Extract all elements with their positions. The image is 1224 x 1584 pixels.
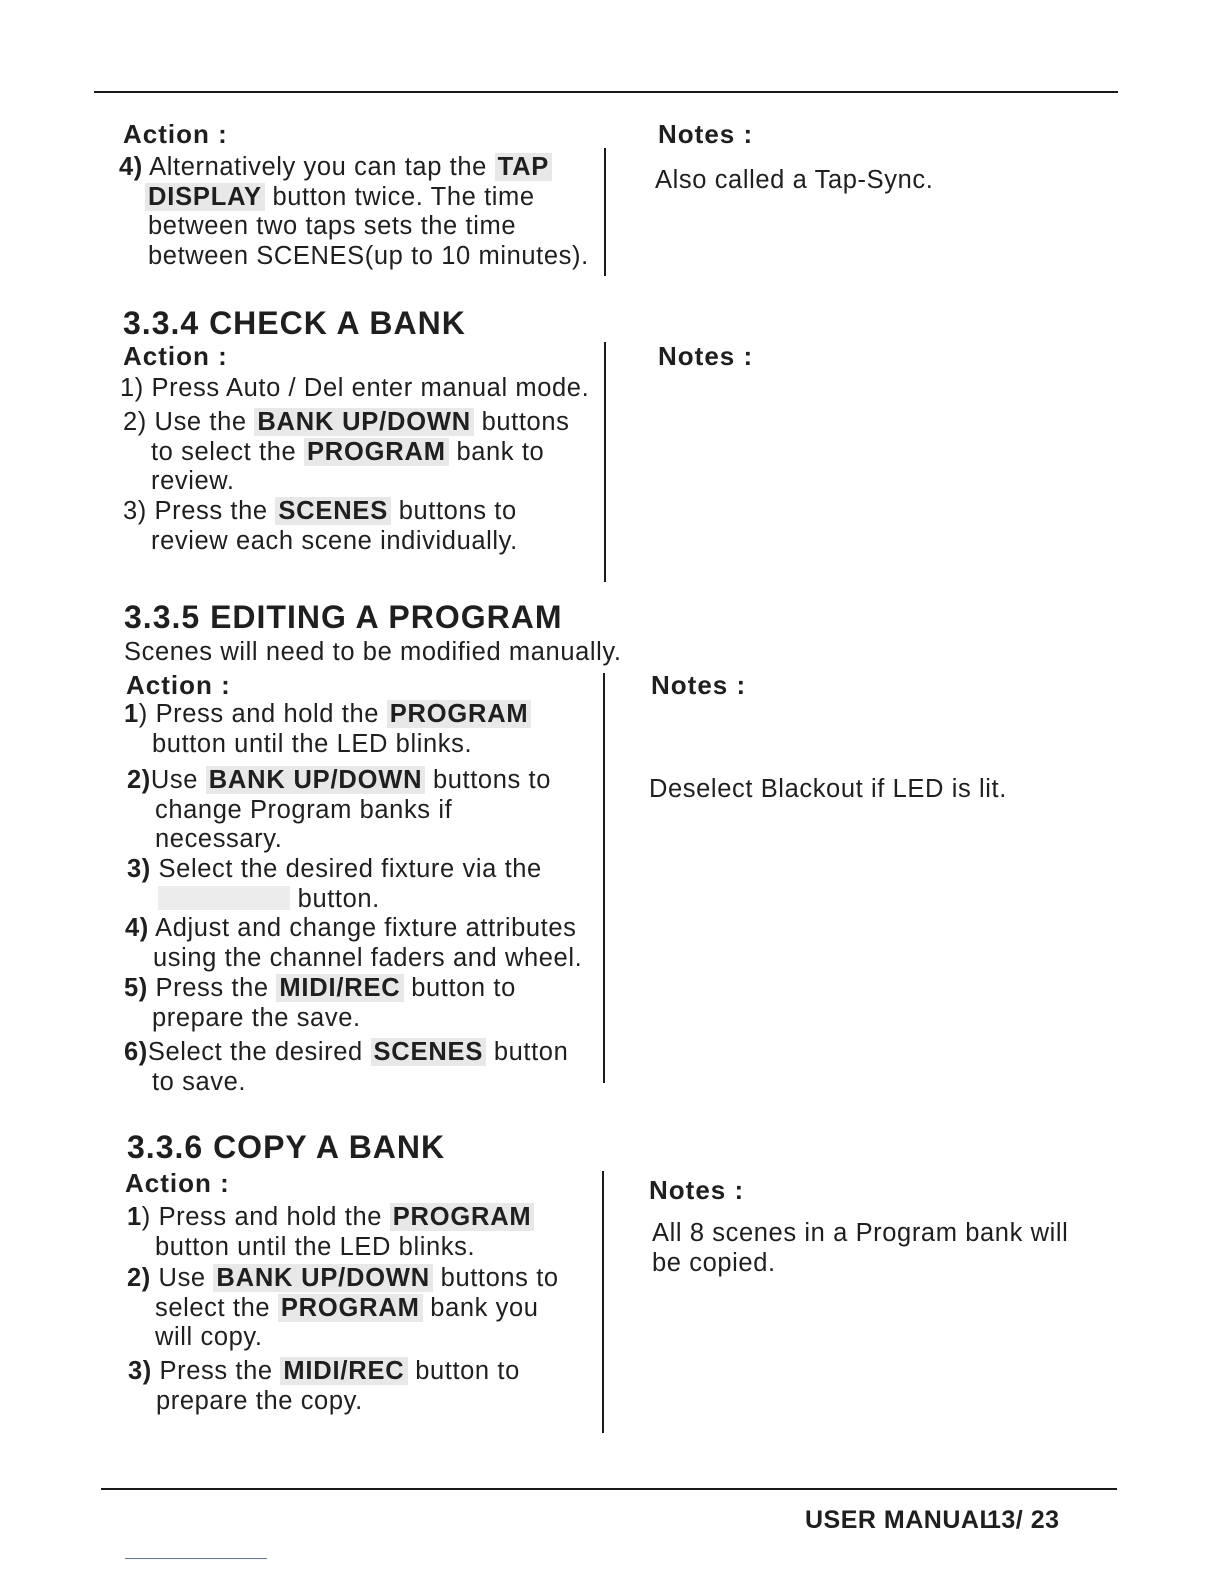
action-label: Action :: [125, 1168, 230, 1198]
note-copy-scenes: All 8 scenes in a Program bank will be copied.: [652, 1219, 1069, 1277]
header-rule: [94, 91, 1118, 93]
step-4-adjust-attributes: 4) Adjust and change fixture attributes using the channel faders and wheel.: [125, 914, 583, 972]
step-6-save-scene: 6)Select the desired SCENES button to save.: [124, 1038, 569, 1096]
step-1-hold-program: 1) Press and hold the PROGRAM button until the LED blinks.: [127, 1203, 534, 1262]
action-label: Action :: [123, 341, 228, 371]
step-5-midi-rec: 5) Press the MIDI/REC button to prepare the save.: [124, 974, 516, 1032]
step-3-review-scenes: 3) Press the SCENES buttons to review each scene individually.: [123, 497, 518, 555]
action-label: Action :: [126, 670, 231, 700]
step-2-select-bank: 2) Use BANK UP/DOWN buttons to select the PROGRAM bank you will copy.: [127, 1264, 559, 1351]
section-heading-3-3-4: 3.3.4 CHECK A BANK: [123, 305, 466, 341]
blank-key-placeholder: [158, 886, 290, 910]
section-heading-3-3-6: 3.3.6 COPY A BANK: [127, 1129, 446, 1165]
tap-key: TAP: [495, 153, 553, 181]
section-heading-3-3-5: 3.3.5 EDITING A PROGRAM: [124, 599, 563, 635]
note-blackout: Deselect Blackout if LED is lit.: [649, 775, 1007, 803]
step-1-hold-program: 1) Press and hold the PROGRAM button until the LED blinks.: [124, 700, 531, 759]
page-number: 13/ 23: [987, 1506, 1060, 1534]
display-key: DISPLAY: [145, 183, 265, 211]
step-1-manual-mode: 1) Press Auto / Del enter manual mode.: [120, 374, 590, 402]
column-divider: [602, 1171, 604, 1433]
note-tap-sync: Also called a Tap-Sync.: [655, 166, 934, 194]
footer-rule: [101, 1488, 1117, 1490]
column-divider: [604, 342, 606, 582]
column-divider: [604, 148, 606, 276]
step-2-bank-select: 2) Use the BANK UP/DOWN buttons to select the PROGRAM bank to review.: [123, 408, 570, 495]
notes-label: Notes :: [658, 341, 754, 371]
notes-label: Notes :: [651, 670, 747, 700]
notes-label: Notes :: [649, 1175, 745, 1205]
column-divider: [603, 673, 605, 1083]
step-2-change-bank: 2)Use BANK UP/DOWN buttons to change Program banks if necessary.: [127, 766, 551, 853]
step-3-select-fixture: 3) Select the desired fixture via the button.: [127, 855, 542, 913]
footer-link-underline: [125, 1558, 267, 1559]
notes-label: Notes :: [658, 119, 754, 149]
footer-title: USER MANUAL: [805, 1506, 996, 1534]
step-3-midi-rec: 3) Press the MIDI/REC button to prepare the copy.: [128, 1357, 520, 1415]
action-label: Action :: [123, 119, 228, 149]
section-intro: Scenes will need to be modified manually.: [124, 638, 622, 666]
step-4-tap-display: 4) Alternatively you can tap the TAP DISPLAY button twice. The time between two taps sets the time between SCENES(up to 10 minutes).: [119, 153, 589, 270]
